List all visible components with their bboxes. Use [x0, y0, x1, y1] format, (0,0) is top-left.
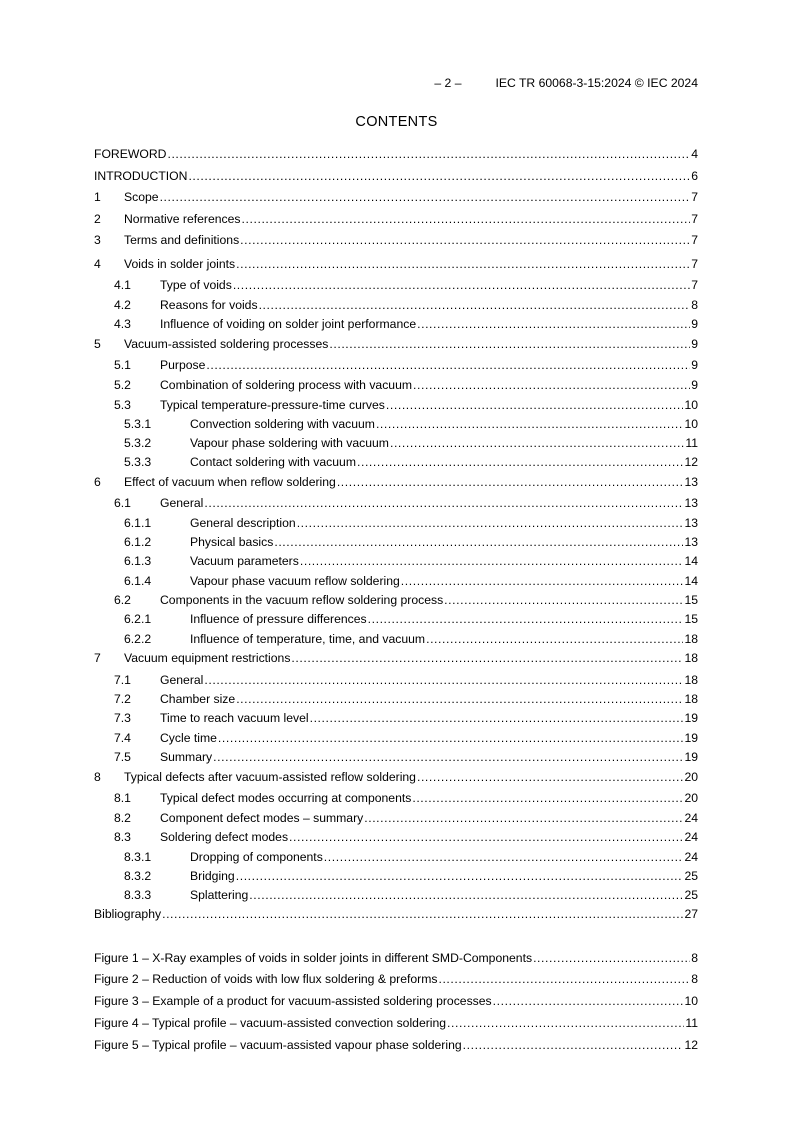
- figure-entry-title: Figure 1 – X-Ray examples of voids in solder joints in different SMD-Components: [94, 951, 533, 965]
- toc-entry[interactable]: [124, 435, 698, 451]
- toc-entry-number: 6.2.2: [124, 632, 152, 646]
- toc-entry-number: 6.1.4: [124, 574, 152, 588]
- toc-entry-title: General: [160, 496, 204, 510]
- toc-entry-title: Reasons for voids: [160, 298, 258, 312]
- toc-entry-title: Vacuum-assisted soldering processes: [124, 337, 329, 351]
- toc-entry-title: Influence of pressure differences: [190, 612, 367, 626]
- toc-entry[interactable]: [114, 277, 698, 293]
- toc-entry-page: 7: [691, 233, 698, 247]
- figure-entry-page: 12: [684, 1038, 698, 1052]
- dot-leader: [463, 1037, 684, 1053]
- toc-entry[interactable]: [124, 849, 698, 865]
- toc-entry-title: Vacuum parameters: [190, 554, 299, 568]
- dot-leader: [300, 553, 684, 569]
- dot-leader: [289, 829, 683, 845]
- toc-entry-title: Dropping of components: [190, 850, 323, 864]
- toc-entry-page: 18: [684, 651, 698, 665]
- toc-entry-page: 7: [691, 278, 698, 292]
- dot-leader: [412, 790, 683, 806]
- toc-entry-number: 8.3.1: [124, 850, 152, 864]
- toc-entry-number: 6: [94, 475, 101, 489]
- dot-leader: [204, 495, 683, 511]
- toc-entry[interactable]: [94, 232, 698, 248]
- toc-entry-page: 19: [684, 731, 698, 745]
- toc-entry-page: 24: [684, 850, 698, 864]
- toc-entry[interactable]: [114, 810, 698, 826]
- toc-entry-number: 7.2: [114, 692, 131, 706]
- toc-entry-page: 15: [684, 593, 698, 607]
- dot-leader: [368, 611, 684, 627]
- toc-entry-number: 4: [94, 257, 101, 271]
- toc-entry[interactable]: [94, 650, 698, 666]
- toc-entry-page: 25: [684, 888, 698, 902]
- toc-entry-title: Contact soldering with vacuum: [190, 455, 356, 469]
- toc-entry[interactable]: [114, 357, 698, 373]
- toc-entry-page: 11: [685, 436, 698, 450]
- dot-leader: [364, 810, 683, 826]
- toc-entry-page: 27: [684, 907, 698, 921]
- toc-entry-title: General: [160, 673, 204, 687]
- toc-entry-title: Normative references: [124, 212, 241, 226]
- toc-entry[interactable]: [94, 906, 698, 922]
- toc-entry-page: 9: [691, 317, 698, 331]
- toc-entry-title: Effect of vacuum when reflow soldering: [124, 475, 336, 489]
- dot-leader: [376, 416, 684, 432]
- dot-leader: [206, 357, 690, 373]
- toc-entry[interactable]: [124, 416, 698, 432]
- toc-entry-page: 25: [684, 869, 698, 883]
- toc-entry-number: 6.2.1: [124, 612, 152, 626]
- toc-entry[interactable]: [114, 730, 698, 746]
- figure-list-entry[interactable]: [94, 971, 698, 987]
- toc-entry[interactable]: [124, 553, 698, 569]
- dot-leader: [167, 146, 690, 162]
- toc-entry[interactable]: [124, 887, 698, 903]
- toc-entry-page: 13: [684, 496, 698, 510]
- toc-entry-number: 8.1: [114, 791, 131, 805]
- dot-leader: [240, 232, 690, 248]
- toc-entry-title: INTRODUCTION: [94, 169, 188, 183]
- toc-entry-page: 9: [691, 378, 698, 392]
- toc-entry-title: Bibliography: [94, 907, 162, 921]
- toc-entry[interactable]: [114, 710, 698, 726]
- toc-entry[interactable]: [94, 336, 698, 352]
- dot-leader: [259, 297, 691, 313]
- dot-leader: [390, 435, 684, 451]
- toc-entry-title: Typical defects after vacuum-assisted reflow soldering: [124, 770, 416, 784]
- toc-entry-page: 13: [684, 475, 698, 489]
- dot-leader: [324, 849, 684, 865]
- toc-entry-page: 6: [691, 169, 698, 183]
- toc-entry[interactable]: [94, 256, 698, 272]
- toc-entry-number: 6.2: [114, 593, 131, 607]
- toc-entry[interactable]: [94, 146, 698, 162]
- toc-entry-page: 24: [684, 830, 698, 844]
- toc-entry-title: Splattering: [190, 888, 249, 902]
- toc-entry-title: Component defect modes – summary: [160, 811, 364, 825]
- toc-entry-page: 20: [684, 791, 698, 805]
- contents-title: CONTENTS: [355, 114, 438, 130]
- dot-leader: [236, 256, 690, 272]
- toc-entry-title: Voids in solder joints: [124, 257, 236, 271]
- toc-entry-title: Type of voids: [160, 278, 232, 292]
- dot-leader: [297, 515, 684, 531]
- toc-entry-page: 18: [684, 673, 698, 687]
- toc-entry-number: 2: [94, 212, 101, 226]
- toc-entry-number: 8.3.3: [124, 888, 152, 902]
- dot-leader: [160, 189, 691, 205]
- toc-entry-title: Purpose: [160, 358, 206, 372]
- figure-entry-page: 10: [684, 994, 698, 1008]
- toc-entry[interactable]: [124, 631, 698, 647]
- toc-entry-page: 18: [684, 692, 698, 706]
- toc-entry[interactable]: [114, 297, 698, 313]
- toc-entry-title: Terms and definitions: [124, 233, 240, 247]
- dot-leader: [386, 397, 684, 413]
- toc-entry[interactable]: [114, 829, 698, 845]
- toc-entry-title: Vacuum equipment restrictions: [124, 651, 291, 665]
- toc-entry-page: 10: [684, 398, 698, 412]
- toc-entry-number: 6.1.3: [124, 554, 152, 568]
- toc-entry-title: Soldering defect modes: [160, 830, 289, 844]
- toc-entry[interactable]: [94, 769, 698, 785]
- toc-entry-number: 5.2: [114, 378, 131, 392]
- toc-entry-number: 7: [94, 651, 101, 665]
- toc-entry-page: 7: [691, 212, 698, 226]
- figure-entry-page: 8: [691, 951, 698, 965]
- dot-leader: [438, 971, 690, 987]
- toc-entry[interactable]: [94, 168, 698, 184]
- dot-leader: [357, 454, 683, 470]
- toc-entry-title: Vapour phase vacuum reflow soldering: [190, 574, 400, 588]
- toc-entry-page: 9: [691, 358, 698, 372]
- toc-entry[interactable]: [114, 672, 698, 688]
- toc-entry-page: 12: [684, 455, 698, 469]
- toc-entry[interactable]: [124, 534, 698, 550]
- document-reference: IEC TR 60068-3-15:2024 © IEC 2024: [495, 76, 698, 90]
- toc-entry-page: 18: [684, 632, 698, 646]
- dot-leader: [213, 749, 683, 765]
- figure-list-entry[interactable]: [94, 950, 698, 966]
- toc-entry[interactable]: [124, 454, 698, 470]
- toc-entry-number: 7.1: [114, 673, 131, 687]
- toc-entry[interactable]: [124, 573, 698, 589]
- dot-leader: [236, 868, 684, 884]
- figure-entry-title: Figure 3 – Example of a product for vacuum-assisted soldering processes: [94, 994, 492, 1008]
- toc-entry-page: 4: [691, 147, 698, 161]
- toc-entry-page: 24: [684, 811, 698, 825]
- toc-entry-page: 19: [684, 711, 698, 725]
- toc-entry[interactable]: [114, 790, 698, 806]
- toc-entry-title: General description: [190, 516, 296, 530]
- dot-leader: [204, 672, 683, 688]
- toc-entry-title: Chamber size: [160, 692, 236, 706]
- toc-entry-number: 8.2: [114, 811, 131, 825]
- toc-entry-number: 6.1.1: [124, 516, 152, 530]
- figure-entry-page: 11: [685, 1016, 698, 1030]
- toc-entry-number: 6.1: [114, 496, 131, 510]
- dot-leader: [233, 277, 690, 293]
- toc-entry-number: 5.3.2: [124, 436, 152, 450]
- toc-entry-page: 8: [691, 298, 698, 312]
- toc-entry-number: 7.5: [114, 750, 131, 764]
- dot-leader: [493, 993, 684, 1009]
- dot-leader: [329, 336, 690, 352]
- dot-leader: [417, 769, 683, 785]
- toc-entry-number: 5.3.1: [124, 417, 152, 431]
- page-header: [94, 76, 698, 90]
- toc-entry[interactable]: [124, 611, 698, 627]
- dot-leader: [310, 710, 684, 726]
- toc-entry-title: Bridging: [190, 869, 235, 883]
- toc-entry-title: Physical basics: [190, 535, 274, 549]
- toc-entry-number: 4.1: [114, 278, 131, 292]
- dot-leader: [188, 168, 690, 184]
- toc-entry-page: 19: [684, 750, 698, 764]
- figure-entry-page: 8: [691, 972, 698, 986]
- toc-entry-number: 4.3: [114, 317, 131, 331]
- toc-entry[interactable]: [114, 397, 698, 413]
- figure-list-entry[interactable]: [94, 993, 698, 1009]
- toc-entry-number: 5.3: [114, 398, 131, 412]
- toc-entry[interactable]: [114, 316, 698, 332]
- toc-entry-number: 5: [94, 337, 101, 351]
- toc-entry[interactable]: [94, 189, 698, 205]
- figure-list-entry[interactable]: [94, 1037, 698, 1053]
- dot-leader: [413, 377, 690, 393]
- toc-entry-number: 7.4: [114, 731, 131, 745]
- toc-entry-title: Scope: [124, 190, 159, 204]
- toc-entry[interactable]: [124, 868, 698, 884]
- dot-leader: [533, 950, 690, 966]
- toc-entry-title: Combination of soldering process with vacuum: [160, 378, 412, 392]
- toc-entry[interactable]: [114, 749, 698, 765]
- toc-entry-number: 8.3.2: [124, 869, 152, 883]
- toc-entry-title: Influence of temperature, time, and vacuum: [190, 632, 426, 646]
- dot-leader: [417, 316, 690, 332]
- toc-entry[interactable]: [114, 592, 698, 608]
- toc-entry-number: 6.1.2: [124, 535, 152, 549]
- dot-leader: [249, 887, 683, 903]
- dot-leader: [162, 906, 683, 922]
- toc-entry-title: Vapour phase soldering with vacuum: [190, 436, 389, 450]
- toc-entry-title: Influence of voiding on solder joint performance: [160, 317, 417, 331]
- toc-entry[interactable]: [114, 691, 698, 707]
- dot-leader: [242, 211, 691, 227]
- toc-entry-title: Convection soldering with vacuum: [190, 417, 375, 431]
- page-number: – 2 –: [434, 76, 462, 90]
- dot-leader: [274, 534, 683, 550]
- toc-entry-page: 7: [691, 257, 698, 271]
- toc-entry-number: 4.2: [114, 298, 131, 312]
- dot-leader: [337, 474, 684, 490]
- toc-entry-page: 15: [684, 612, 698, 626]
- toc-entry-title: Typical temperature-pressure-time curves: [160, 398, 385, 412]
- toc-entry-title: Components in the vacuum reflow soldering process: [160, 593, 444, 607]
- figure-entry-title: Figure 2 – Reduction of voids with low flux soldering & preforms: [94, 972, 438, 986]
- dot-leader: [401, 573, 684, 589]
- toc-entry-number: 7.3: [114, 711, 131, 725]
- toc-entry-title: Time to reach vacuum level: [160, 711, 309, 725]
- toc-entry-number: 3: [94, 233, 101, 247]
- dot-leader: [236, 691, 683, 707]
- figure-list-entry[interactable]: [94, 1015, 698, 1031]
- toc-entry-number: 8.3: [114, 830, 131, 844]
- toc-entry[interactable]: [114, 377, 698, 393]
- toc-entry-number: 5.1: [114, 358, 131, 372]
- toc-entry[interactable]: [94, 474, 698, 490]
- toc-entry[interactable]: [94, 211, 698, 227]
- toc-entry-number: 1: [94, 190, 101, 204]
- toc-entry-page: 10: [684, 417, 698, 431]
- toc-entry-page: 14: [684, 574, 698, 588]
- toc-entry[interactable]: [114, 495, 698, 511]
- toc-entry[interactable]: [124, 515, 698, 531]
- dot-leader: [426, 631, 683, 647]
- toc-entry-page: 9: [691, 337, 698, 351]
- figure-entry-title: Figure 5 – Typical profile – vacuum-assisted vapour phase soldering: [94, 1038, 462, 1052]
- dot-leader: [444, 592, 683, 608]
- dot-leader: [291, 650, 683, 666]
- toc-entry-number: 8: [94, 770, 101, 784]
- toc-entry-title: FOREWORD: [94, 147, 167, 161]
- toc-entry-page: 20: [684, 770, 698, 784]
- toc-entry-page: 7: [691, 190, 698, 204]
- dot-leader: [218, 730, 684, 746]
- toc-entry-number: 5.3.3: [124, 455, 152, 469]
- toc-entry-title: Typical defect modes occurring at components: [160, 791, 412, 805]
- toc-entry-title: Summary: [160, 750, 213, 764]
- toc-entry-title: Cycle time: [160, 731, 217, 745]
- toc-entry-page: 13: [684, 535, 698, 549]
- dot-leader: [447, 1015, 684, 1031]
- toc-entry-page: 13: [684, 516, 698, 530]
- figure-entry-title: Figure 4 – Typical profile – vacuum-assisted convection soldering: [94, 1016, 447, 1030]
- toc-entry-page: 14: [684, 554, 698, 568]
